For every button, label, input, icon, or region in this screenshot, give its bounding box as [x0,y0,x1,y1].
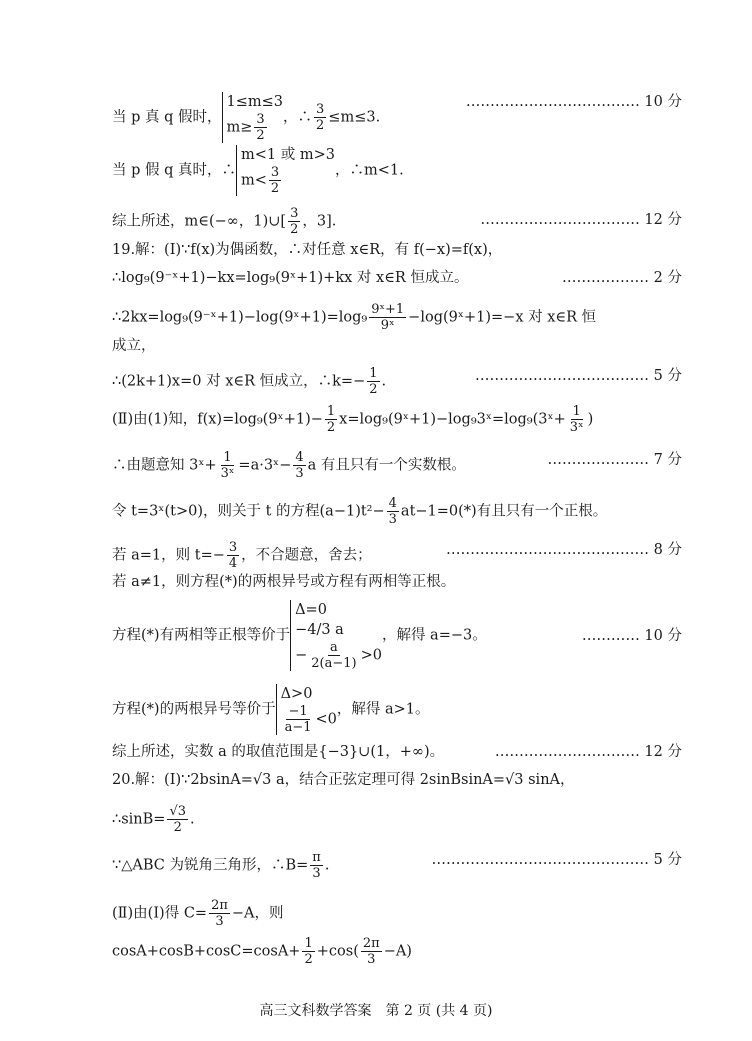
q19-summary: 综上所述，实数 a 的取值范围是{−3}∪(1，+∞)。 [112,744,445,760]
score-line-16: ………………………… 12 分 [494,744,682,760]
fraction: $\frac{3}{2}$ [256,112,265,143]
q19-line-5: ∴(2k+1)x=0 对 x∈R 恒成立，∴k=− $\frac{1}{2}$ . [112,366,387,397]
q19-header: 19.解：(Ⅰ)∵f(x)为偶函数，∴对任意 x∈R，有 f(−x)=f(x)， [112,242,503,258]
q19-part2-line-7: 方程(*)的两根异号等价于 Δ>0 $\frac{-1}{a-1}$ <0 ，解得 a>1。 [112,686,430,735]
fraction: $\frac{1}{2}$ [304,936,313,967]
fraction: $\frac{3}{2}$ [290,206,299,237]
q19-part2-line-5: 若 a≠1，则方程(*)的两根异号或方程有两相等正根。 [112,574,456,590]
fraction: $\frac{-1}{a-1}$ [284,704,312,735]
q19-line-2: ∴log₉(9⁻ˣ+1)−kx=log₉(9ˣ+1)+kx 对 x∈R 恒成立。 [112,270,469,286]
score-line-5: ……………… 2 分 [562,270,682,286]
case-p-true-q-false: 当 p 真 q 假时， 1≤m≤3 m≥ $\frac{3}{2}$ ，∴ $\frac{3}{2}$ ≤m≤3. [112,94,381,143]
system-brace: Δ=0 −4/3 a − $\frac{a}{2(a-1)}$ >0 [290,600,382,671]
q20-part2-line-2: cosA+cosB+cosC=cosA+ $\frac{1}{2}$ +cos( $\frac{2\pi}{3}$ −A) [112,936,412,967]
case-p-false-q-true: 当 p 假 q 真时，∴ m<1 或 m>3 m< $\frac{3}{2}$ ，∴m<1. [112,147,404,196]
fraction: $\frac{2\pi}{3}$ [211,898,228,929]
fraction: $\frac{4}{3}$ [388,496,397,527]
fraction: $\frac{3}{2}$ [270,165,280,196]
q19-part2-line-2: ∴由题意知 3ˣ+ $\frac{1}{\text{3ˣ}}$ =a·3ˣ− $\frac{4}{3}$ a 有且只有一个实数根。 [112,450,466,481]
fraction: $\frac{\pi}{3}$ [312,850,321,881]
fraction: $\frac{√3}{2}$ [169,804,187,835]
fraction: $\frac{1}{\text{3ˣ}}$ [220,450,235,481]
fraction: $\frac{3}{4}$ [228,540,238,571]
page-footer: 高三文科数学答案 第 2 页 (共 4 页) [259,1003,493,1019]
fraction: $\frac{1}{2}$ [369,366,378,397]
system-brace: Δ>0 $\frac{-1}{a-1}$ <0 [276,684,337,735]
fraction: $\frac{2\pi}{3}$ [362,936,380,967]
fraction: $\frac{\text{9ˣ+1}}{\text{9ˣ}}$ [371,302,405,333]
score-line-12: …………………………………… 8 分 [446,542,682,558]
q20-line-3: ∵△ABC 为锐角三角形，∴B= $\frac{\pi}{3}$ . [112,850,330,881]
q19-part2-line-1: (Ⅱ)由(1)知，f(x)=log₉(9ˣ+1)− $\frac{1}{2}$ x=log₉(9ˣ+1)−log₉3ˣ=log₉(3ˣ+ $\frac{1}{\text{3ˣ}}$ ) [112,404,594,435]
q19-part2-line-6: 方程(*)有两相等正根等价于 Δ=0 −4/3 a − $\frac{a}{2(a-1)}$ >0 ，解得 a=−3。 [112,602,487,671]
q20-part2-line-1: (Ⅱ)由(Ⅰ)得 C= $\frac{2\pi}{3}$ −A，则 [112,898,284,929]
fraction: $\frac{1}{\text{3ˣ}}$ [569,404,584,435]
fraction: $\frac{3}{2}$ [316,102,325,133]
score-line-19: ……………………………………… 5 分 [431,852,682,868]
score-line-1: ……………………………… 10 分 [465,94,682,110]
score-line-3: …………………………… 12 分 [480,212,682,228]
fraction: $\frac{1}{2}$ [326,404,336,435]
system-brace: m<1 或 m>3 m< $\frac{3}{2}$ [236,145,335,196]
fraction: $\frac{4}{3}$ [295,450,304,481]
score-line-8: ……………………………… 5 分 [475,368,682,384]
q19-part2-line-4: 若 a=1，则 t=− $\frac{3}{4}$ ，不合题意，舍去； [112,540,372,571]
score-line-14: ………… 10 分 [581,628,682,644]
q19-line-4: 成立， [112,338,156,354]
q19-part2-line-3: 令 t=3ˣ(t>0)，则关于 t 的方程(a−1)t²− $\frac{4}{3}$ at−1=0(*)有且只有一个正根。 [112,496,608,527]
q20-header: 20.解：(Ⅰ)∵2bsinA=√3 a，结合正弦定理可得 2sinBsinA=√3 sinA， [112,772,575,788]
fraction: $\frac{a}{2(a-1)}$ [311,640,357,671]
q20-line-2: ∴sinB= $\frac{√3}{2}$ . [112,804,195,835]
q19-line-3: ∴2kx=log₉(9⁻ˣ+1)−log(9ˣ+1)=log₉ $\frac{\text{9ˣ+1}}{\text{9ˣ}}$ −log(9ˣ+1)=−x 对 x∈R 恒 [112,302,597,333]
score-line-10: ………………… 7 分 [547,452,682,468]
system-brace: 1≤m≤3 m≥ $\frac{3}{2}$ [222,92,284,143]
summary-m-range: 综上所述，m∈(−∞，1)∪[ $\frac{3}{2}$ ，3]. [112,206,337,237]
